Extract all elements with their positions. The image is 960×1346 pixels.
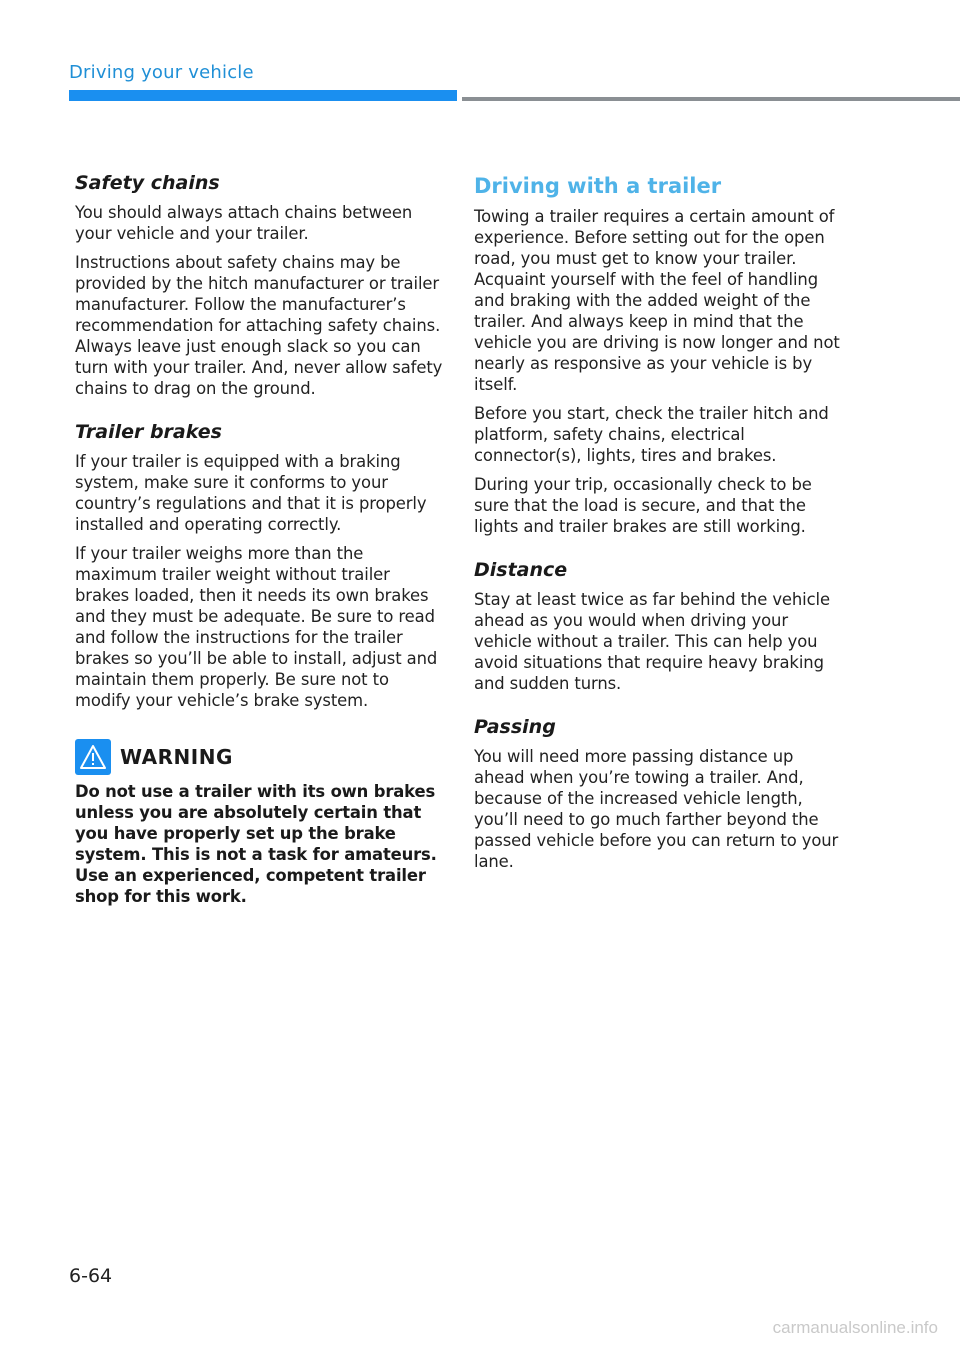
- right-column: [474, 172, 844, 880]
- warning-title: WARNING: [120, 745, 233, 769]
- safety-chains-paragraph-1: You should always attach chains between your vehicle and your trailer.: [75, 203, 413, 243]
- spacer: [474, 702, 844, 716]
- distance-section: [474, 559, 844, 694]
- warning-header: [75, 739, 445, 775]
- safety-chains-section: [75, 172, 445, 399]
- passing-section: [474, 716, 844, 872]
- passing-paragraph: You will need more passing distance up ahead when you’re towing a trailer. And, because of the increased vehicle length, you’ll need to go much farther beyond the passed vehicle before you can return to your lane.: [474, 747, 839, 871]
- distance-heading: Distance: [474, 559, 568, 581]
- driving-paragraph-1: Towing a trailer requires a certain amount of experience. Before setting out for the open road, you must get to know your trailer. Acquaint yourself with the feel of handling and braking with the added weight of the trailer. And always keep in mind that the vehicle you are driving is now longer and not nearly as responsive as your vehicle is by itself.: [474, 207, 840, 394]
- section-title: Driving your vehicle: [69, 62, 254, 83]
- driving-paragraph-3: During your trip, occasionally check to be sure that the load is secure, and that the lights and trailer brakes are still working.: [474, 475, 812, 536]
- safety-chains-heading: Safety chains: [75, 172, 220, 194]
- driving-with-trailer-section: [474, 174, 844, 537]
- warning-box: [75, 739, 445, 907]
- header-accent-bar: [69, 90, 457, 101]
- left-column: [75, 172, 445, 907]
- header-rule: [462, 97, 960, 101]
- passing-heading: Passing: [474, 716, 556, 738]
- warning-text: Do not use a trailer with its own brakes unless you are absolutely certain that you have properly set up the brake system. This is not a task for amateurs. Use an experienced, competent trailer shop for this work.: [75, 782, 437, 906]
- driving-paragraph-2: Before you start, check the trailer hitch and platform, safety chains, electrical connector(s), lights, tires and brakes.: [474, 404, 829, 465]
- watermark: carmanualsonline.info: [772, 1318, 938, 1337]
- warning-triangle-icon: [75, 739, 111, 775]
- trailer-brakes-section: [75, 421, 445, 711]
- driving-with-trailer-heading: Driving with a trailer: [474, 174, 722, 198]
- trailer-brakes-paragraph-1: If your trailer is equipped with a braking system, make sure it conforms to your country’s regulations and that it is properly installed and operating correctly.: [75, 452, 427, 534]
- page-number: 6-64: [69, 1265, 113, 1287]
- trailer-brakes-paragraph-2: If your trailer weighs more than the maximum trailer weight without trailer brakes loaded, then it needs its own brakes and they must be adequate. Be sure to read and follow the instructions for the trailer brakes so you’ll be able to install, adjust and maintain them properly. Be sure not to modify your vehicle’s brake system.: [75, 544, 438, 710]
- spacer: [75, 407, 445, 421]
- safety-chains-paragraph-2: Instructions about safety chains may be provided by the hitch manufacturer or trailer manufacturer. Follow the manufacturer’s recommendation for attaching safety chains. Always leave just enough slack so you can turn with your trailer. And, never allow safety chains to drag on the ground.: [75, 253, 443, 398]
- spacer: [474, 545, 844, 559]
- distance-paragraph: Stay at least twice as far behind the vehicle ahead as you would when driving your vehicle without a trailer. This can help you avoid situations that require heavy braking and sudden turns.: [474, 590, 830, 693]
- trailer-brakes-heading: Trailer brakes: [75, 421, 222, 443]
